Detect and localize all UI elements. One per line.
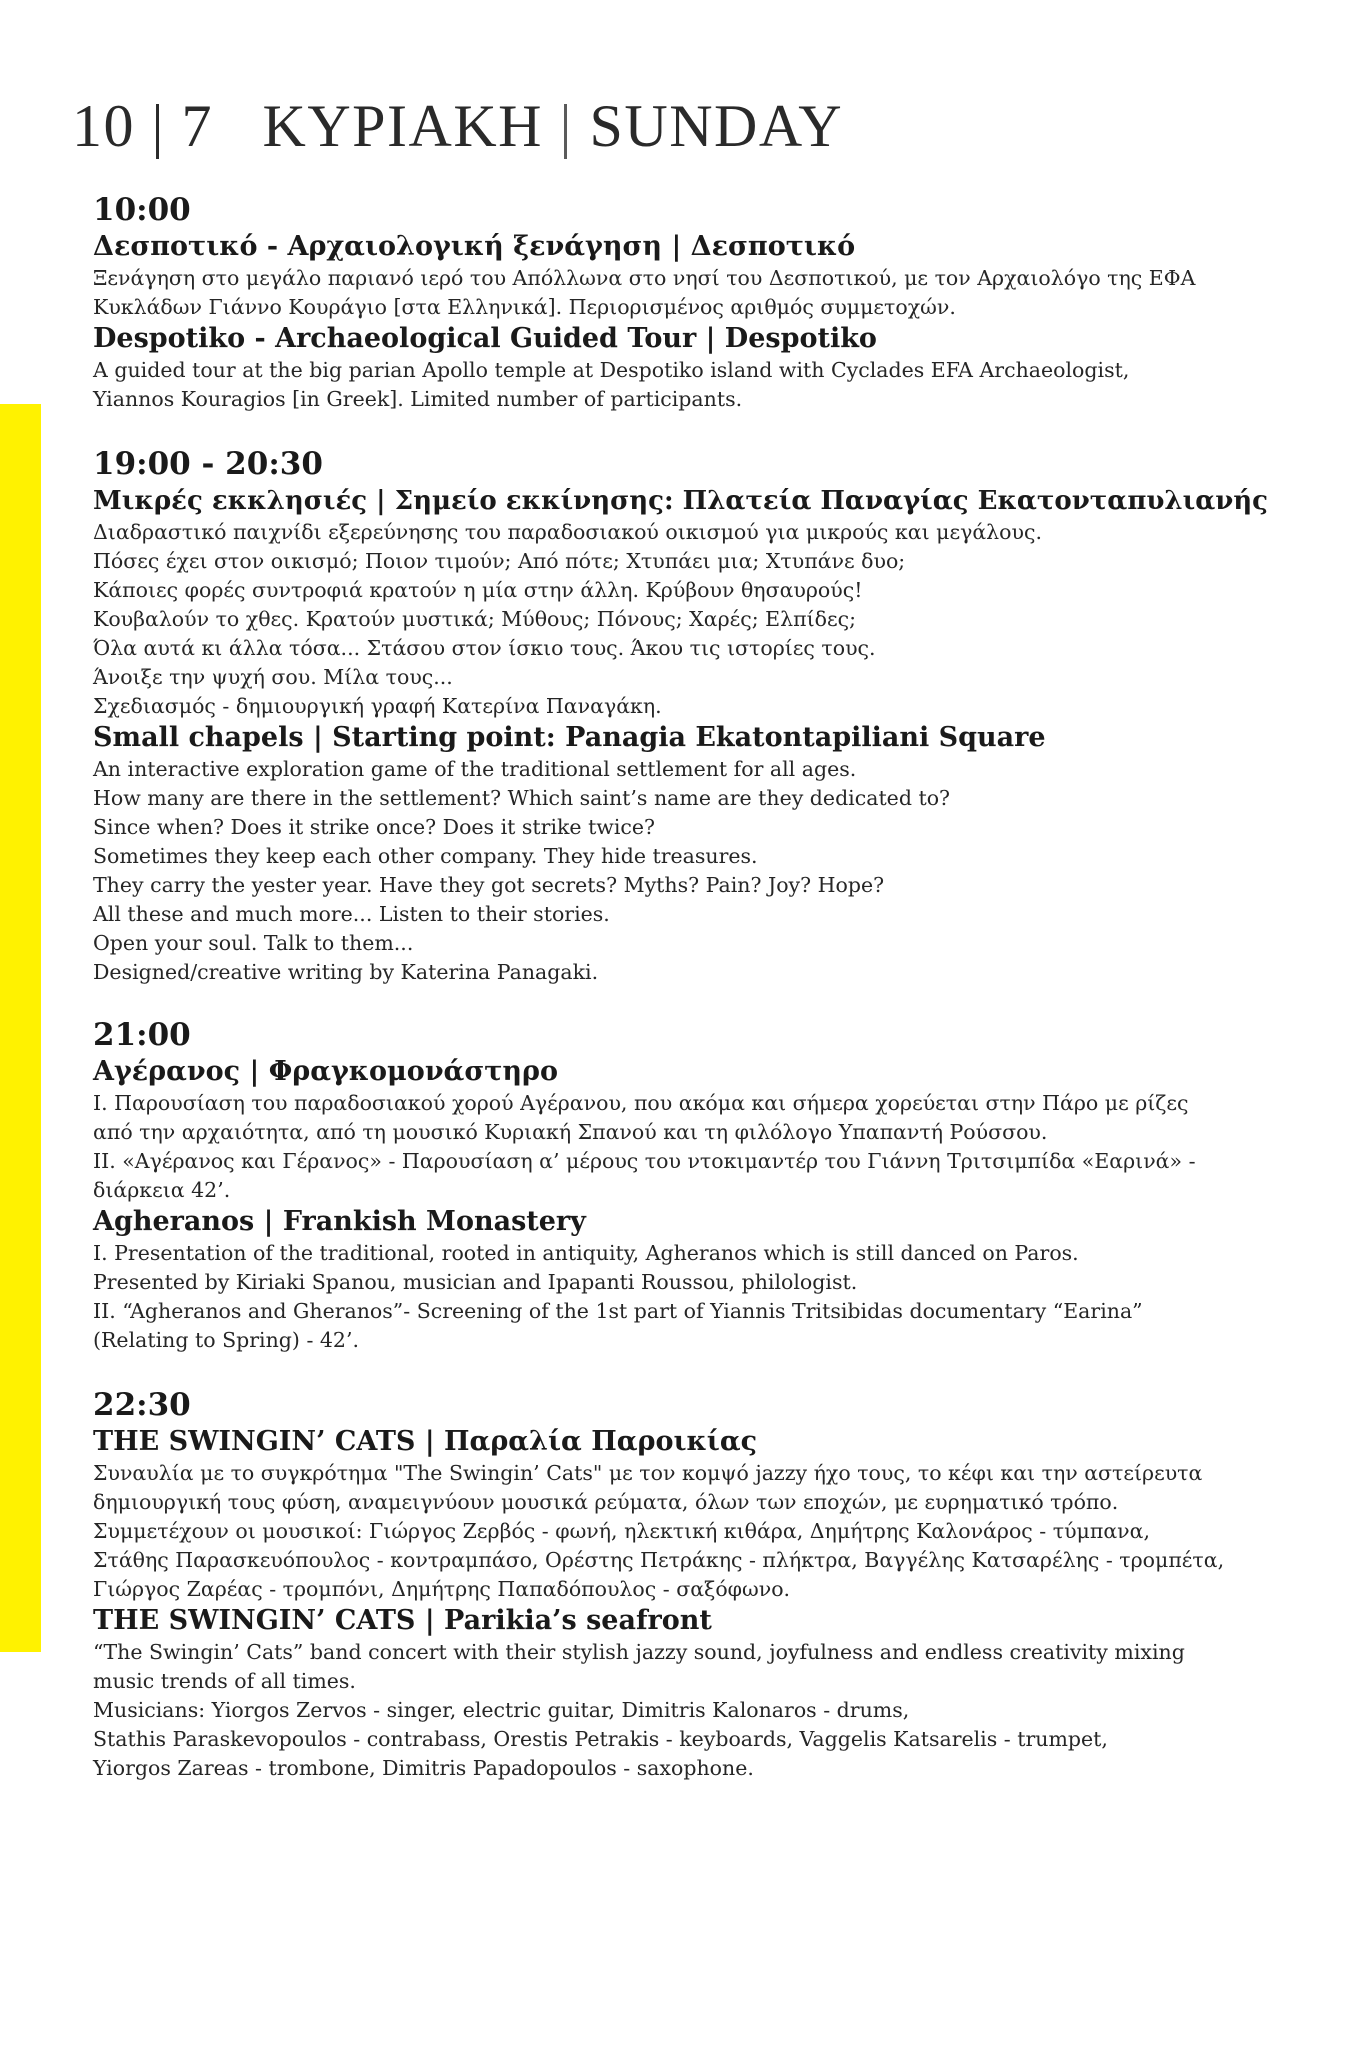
description-line: Κουβαλούν το χθες. Κρατούν μυστικά; Μύθους; Πόνους; Χαρές; Ελπίδες; bbox=[93, 607, 856, 631]
description-line: Άνοιξε την ψυχή σου. Μίλα τους... bbox=[93, 665, 453, 689]
event-block bbox=[93, 190, 1273, 414]
description-line: Κυκλάδων Γιάννο Κουράγιο [στα Ελληνικά]. Περιορισμένος αριθμός συμμετοχών. bbox=[93, 295, 956, 319]
description-line: An interactive exploration game of the traditional settlement for all ages. bbox=[93, 757, 857, 781]
description-line: ΙΙ. «Αγέρανος και Γέρανος» - Παρουσίαση α’ μέρους του ντοκιμαντέρ του Γιάννη Τριτσιμπίδα «Εαρινά» - bbox=[93, 1149, 1196, 1173]
description-line: All these and much more... Listen to their stories. bbox=[93, 902, 610, 926]
yellow-accent-bar bbox=[0, 404, 41, 1652]
description-line: Yiorgos Zareas - trombone, Dimitris Papadopoulos - saxophone. bbox=[93, 1756, 754, 1780]
event-heading-english: Despotiko - Archaeological Guided Tour | Despotiko bbox=[93, 323, 877, 354]
description-line: “The Swingin’ Cats” band concert with their stylish jazzy sound, joyfulness and endless creativity mixing bbox=[93, 1640, 1185, 1664]
title-separator: | bbox=[559, 93, 574, 159]
event-time: 21:00 bbox=[93, 1017, 191, 1053]
description-line: Διαδραστικό παιχνίδι εξερεύνησης του παραδοσιακού οικισμού για μικρούς και μεγάλους. bbox=[93, 520, 1042, 544]
description-line: Γιώργος Ζαρέας - τρομπόνι, Δημήτρης Παπαδόπουλος - σαξόφωνο. bbox=[93, 1577, 791, 1601]
event-heading-greek: Μικρές εκκλησιές | Σημείο εκκίνησης: Πλατεία Παναγίας Εκατονταπυλιανής bbox=[93, 486, 1268, 516]
description-line: δημιουργική τους φύση, αναμειγνύουν μουσικά ρεύματα, όλων των εποχών, με ευρηματικό τρόπο. bbox=[93, 1490, 1119, 1514]
description-line: music trends of all times. bbox=[93, 1669, 356, 1693]
description-line: I. Presentation of the traditional, rooted in antiquity, Agheranos which is still danced on Paros. bbox=[93, 1241, 1079, 1265]
event-time: 19:00 - 20:30 bbox=[93, 446, 323, 482]
event-block bbox=[93, 1385, 1273, 1783]
description-line: Since when? Does it strike once? Does it strike twice? bbox=[93, 815, 656, 839]
description-line: Sometimes they keep each other company. They hide treasures. bbox=[93, 844, 758, 868]
event-description-english bbox=[93, 1638, 1273, 1783]
title-day-greek: ΚΥΡΙΑΚΗ bbox=[262, 93, 544, 159]
title-date: 10 | 7 bbox=[72, 93, 214, 159]
event-heading-greek: Αγέρανος | Φραγκομονάστηρο bbox=[93, 1056, 558, 1087]
event-heading-greek: Δεσποτικό - Αρχαιολογική ξενάγηση | Δεσποτικό bbox=[93, 231, 856, 262]
event-list bbox=[93, 190, 1273, 1783]
title-day-english: SUNDAY bbox=[589, 93, 844, 159]
description-line: Κάποιες φορές συντροφιά κρατούν η μία στην άλλη. Κρύβουν θησαυρούς! bbox=[93, 578, 863, 602]
description-line: Συναυλία με το συγκρότημα "The Swingin’ Cats" με τον κομψό jazzy ήχο τους, το κέφι και την αστείρευτα bbox=[93, 1461, 1203, 1485]
event-description-greek bbox=[93, 518, 1273, 721]
description-line: Yiannos Kouragios [in Greek]. Limited number of participants. bbox=[93, 387, 743, 411]
event-description-greek bbox=[93, 1459, 1273, 1604]
description-line: How many are there in the settlement? Which saint’s name are they dedicated to? bbox=[93, 786, 951, 810]
description-line: Designed/creative writing by Katerina Panagaki. bbox=[93, 960, 599, 984]
description-line: Σχεδιασμός - δημιουργική γραφή Κατερίνα Παναγάκη. bbox=[93, 694, 662, 718]
event-block bbox=[93, 444, 1273, 987]
event-heading-english: Small chapels | Starting point: Panagia Ekatontapiliani Square bbox=[93, 722, 1046, 753]
description-line: Συμμετέχουν οι μουσικοί: Γιώργος Ζερβός - φωνή, ηλεκτική κιθάρα, Δημήτρης Καλονάρος - τύμπανα, bbox=[93, 1519, 1151, 1543]
event-heading-greek: THE SWINGIN’ CATS | Παραλία Παροικίας bbox=[93, 1426, 758, 1457]
description-line: Όλα αυτά κι άλλα τόσα... Στάσου στον ίσκιο τους. Άκου τις ιστορίες τους. bbox=[93, 636, 876, 660]
event-description-english bbox=[93, 1239, 1273, 1355]
event-description-english bbox=[93, 356, 1273, 414]
event-time: 22:30 bbox=[93, 1387, 191, 1423]
description-line: Open your soul. Talk to them... bbox=[93, 931, 414, 955]
page-title bbox=[72, 92, 843, 161]
event-heading-english: Agheranos | Frankish Monastery bbox=[93, 1206, 586, 1237]
description-line: II. “Agheranos and Gheranos”- Screening of the 1st part of Yiannis Tritsibidas documentary “Earina” bbox=[93, 1299, 1143, 1323]
description-line: Πόσες έχει στον οικισμό; Ποιον τιμούν; Από πότε; Χτυπάει μια; Χτυπάνε δυο; bbox=[93, 549, 906, 573]
event-block bbox=[93, 1015, 1273, 1355]
description-line: Ξενάγηση στο μεγάλο παριανό ιερό του Απόλλωνα στο νησί του Δεσποτικού, με τον Αρχαιολόγο της ΕΦΑ bbox=[93, 266, 1196, 290]
event-time: 10:00 bbox=[93, 192, 191, 228]
description-line: από την αρχαιότητα, από τη μουσικό Κυριακή Σπανού και τη φιλόλογο Υπαπαντή Ρούσσου. bbox=[93, 1120, 1048, 1144]
description-line: Musicians: Yiorgos Zervos - singer, electric guitar, Dimitris Kalonaros - drums, bbox=[93, 1698, 910, 1722]
description-line: Stathis Paraskevopoulos - contrabass, Orestis Petrakis - keyboards, Vaggelis Katsarelis - trumpet, bbox=[93, 1727, 1108, 1751]
event-description-greek bbox=[93, 264, 1273, 322]
description-line: Ι. Παρουσίαση του παραδοσιακού χορού Αγέρανου, που ακόμα και σήμερα χορεύεται στην Πάρο με ρίζες bbox=[93, 1091, 1189, 1115]
event-heading-english: THE SWINGIN’ CATS | Parikia’s seafront bbox=[93, 1605, 712, 1636]
event-description-english bbox=[93, 755, 1273, 987]
description-line: διάρκεια 42’. bbox=[93, 1178, 231, 1202]
description-line: A guided tour at the big parian Apollo temple at Despotiko island with Cyclades EFA Archaeologist, bbox=[93, 358, 1130, 382]
event-description-greek bbox=[93, 1089, 1273, 1205]
description-line: Στάθης Παρασκευόπουλος - κοντραμπάσο, Ορέστης Πετράκης - πλήκτρα, Βαγγέλης Κατσαρέλης - τρομπέτα, bbox=[93, 1548, 1225, 1572]
description-line: Presented by Kiriaki Spanou, musician and Ipapanti Roussou, philologist. bbox=[93, 1270, 858, 1294]
description-line: (Relating to Spring) - 42’. bbox=[93, 1328, 359, 1352]
description-line: They carry the yester year. Have they got secrets? Myths? Pain? Joy? Hope? bbox=[93, 873, 885, 897]
